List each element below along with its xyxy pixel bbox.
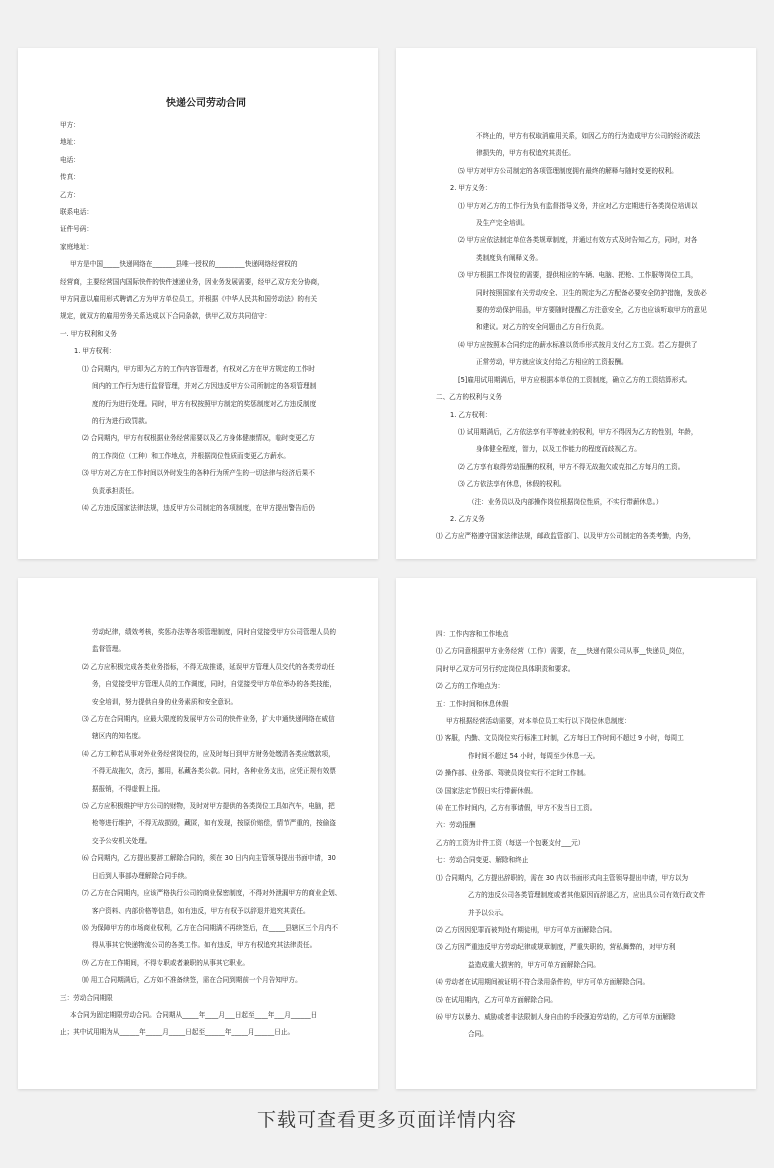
contract-text-line: ⑸ 在试用期内，乙方可单方面解除合同。 xyxy=(436,995,557,1004)
contract-text-line: 1. 甲方权利： xyxy=(74,347,116,356)
contract-text-line: ⑴ 乙方同意根据甲方业务经营（工作）需要，在___快递有限公司从事__快递员_岗位， xyxy=(436,647,689,656)
contract-text-line: ⑶ 乙方依法享有休息，休假的权利。 xyxy=(458,480,566,489)
contract-text-line: ⑹ 合同期内，乙方提出要辞工解除合同的，须在 30 日内向主管领导提出书面申请，30 xyxy=(82,854,336,863)
contract-text-line: 地址： xyxy=(60,138,80,147)
contract-text-line: 电话： xyxy=(60,155,80,164)
contract-text-line: 甲方： xyxy=(60,121,80,129)
contract-text-line: 和建议。对乙方的安全问题由乙方自行负责。 xyxy=(476,323,608,332)
contract-text-line: ⑵ 乙方因因犯罪而被判处有期徒刑，甲方可单方面解除合同。 xyxy=(436,925,617,934)
contract-text-line: ⑴ 合同期内，甲方即为乙方的工作内容管理者，有权对乙方在甲方规定的工作时 xyxy=(82,364,315,373)
contract-text-line: 五：工作时间和休息休假 xyxy=(436,699,509,708)
contract-text-line: 务，自觉接受甲方管理人员的工作调度，同时，自觉接受甲方单位举办的各类技能， xyxy=(92,680,336,689)
contract-text-line: 2. 甲方义务： xyxy=(450,184,492,193)
contract-text-line: ⑶ 乙方因严重违反甲方劳动纪律或规章制度，严重失职的，营私舞弊的，对甲方利 xyxy=(436,943,676,952)
contract-text-line: （注：业务员以及内部操作岗位根据岗位性质，不实行带薪休息。） xyxy=(468,497,663,506)
contract-text-line: 同时按照国家有关劳动安全、卫生的规定为乙方配备必要安全防护措施，发放必 xyxy=(476,288,707,297)
contract-text-line: ⑷ 在工作时间内，乙方有事请假，甲方不发当日工资。 xyxy=(436,804,597,813)
contract-text-line: 四：工作内容和工作地点 xyxy=(436,630,509,638)
contract-text-line: 规定，就双方的雇用劳务关系达成以下合同条款，供甲乙双方共同信守： xyxy=(60,312,271,321)
contract-text-line: 益造成重大损害的，甲方可单方面解除合同。 xyxy=(468,960,600,969)
contract-text-line: ⑷ 劳动者在试用期间被证明不符合录用条件的，甲方可单方面解除合同。 xyxy=(436,978,650,987)
contract-text-line: 据报销，不得虚假上报。 xyxy=(92,784,165,793)
contract-text-line: 交予公安机关处理。 xyxy=(92,836,152,845)
contract-text-line: 监督管理。 xyxy=(92,645,125,654)
contract-text-line: [5]雇用试用期满后，甲方应根据本单位的工资制度，确立乙方的工资结算形式。 xyxy=(458,375,692,384)
contract-text-line: 并予以公示。 xyxy=(468,908,508,917)
contract-text-line: ⑵ 乙方享有取得劳动报酬的权利，甲方不得无故拖欠或克扣乙方每月的工资。 xyxy=(458,462,685,471)
contract-text-line: ⑷ 乙方工种若从事对外业务经营岗位的，应及时每日到甲方财务处缴清各类应缴款项， xyxy=(82,749,335,758)
contract-text-line: 度的行为进行处理。同时，甲方有权按照甲方制定的奖惩制度对乙方违反制度 xyxy=(92,399,317,408)
contract-text-line: ⑻ 为保障甲方的市场商业权利，乙方在合同期满不再续签后，在_____县辖区三个月内不 xyxy=(82,923,338,932)
contract-text-line: 的工作岗位（工种）和工作地点，并根据岗位性质而变更乙方薪水。 xyxy=(92,451,290,460)
contract-text-line: 三：劳动合同期限 xyxy=(60,993,113,1002)
contract-text-line: 一. 甲方权利和义务 xyxy=(60,329,117,338)
contract-text-line: ⑷ 甲方应按照本合同约定的薪水标准以货币形式按月支付乙方工资。若乙方提供了 xyxy=(458,340,698,349)
contract-text-line: 劳动纪律，绩效考核，奖惩办法等各项管理制度，同时自觉接受甲方公司管理人员的 xyxy=(92,628,336,636)
document-page-1 xyxy=(18,48,378,559)
contract-text-line: 甲方是中国_____快递网络在_______县唯一授权的_________快递网络经营权的 xyxy=(70,260,298,269)
contract-text-line: 不终止的，甲方有权取消雇用关系，如因乙方的行为造成甲方公司的经济或法 xyxy=(476,132,701,140)
contract-text-line: 负责承担责任。 xyxy=(92,486,139,495)
contract-text-line: ⑶ 乙方在合同期内，应最大限度的发展甲方公司的快件业务，扩大申通快递网络在威信 xyxy=(82,715,335,724)
contract-text-line: 二、乙方的权利与义务 xyxy=(436,393,502,402)
document-page-4 xyxy=(396,578,756,1089)
contract-text-line: 作时间不超过 54 小时，每周至少休息一天。 xyxy=(468,751,600,760)
contract-text-line: 身体健全程度，智力，以及工作能力的程度而歧视乙方。 xyxy=(476,445,641,454)
contract-text-line: 间内的工作行为进行监督管理，并对乙方因违反甲方公司所制定的各项管理制 xyxy=(92,382,317,391)
contract-title: 快递公司劳动合同 xyxy=(166,98,246,109)
contract-text-line: 联系电话： xyxy=(60,208,93,217)
contract-text-line: ⑵ 乙方应积极完成各类业务指标，不得无故推诿，延误甲方管理人员交代的各类劳动任 xyxy=(82,662,335,671)
contract-text-line: 六：劳动报酬 xyxy=(436,821,476,830)
contract-text-line: 安全培训，努力提供自身的业务素质和安全意识。 xyxy=(92,697,238,706)
contract-text-line: 本合同为固定期限劳动合同。合同期从_____年____月___日起至____年___月______日 xyxy=(70,1010,318,1019)
contract-text-line: ⑴ 客服，内勤、文员岗位实行标准工时制，乙方每日工作时间不超过 9 小时，每周工 xyxy=(436,734,684,743)
contract-text-line: 甲方同意以雇用形式聘请乙方为甲方单位员工，并根据《中华人民共和国劳动法》的有关 xyxy=(60,295,318,304)
contract-text-line: ⑹ 甲方以暴力、威胁或者非法限制人身自由的手段强迫劳动的，乙方可单方面解除 xyxy=(436,1012,676,1021)
contract-text-line: ⑴ 乙方应严格遵守国家法律法规，邮政监管部门、以及甲方公司制定的各类考勤，内务， xyxy=(436,532,696,541)
contract-text-line: 经营商，主要经营国内国际快件的快件速递业务，因业务发展需要，经甲乙双方充分协商， xyxy=(60,277,324,286)
document-page-2 xyxy=(396,48,756,559)
contract-text-line: 1. 乙方权利： xyxy=(450,410,492,419)
contract-text-line: 传真： xyxy=(60,173,80,182)
contract-text-line: ⑷ 乙方违反国家法律法规，违反甲方公司制定的各项制度，在甲方提出警告后仍 xyxy=(82,503,315,512)
contract-text-line: ⑺ 乙方在合同期内，应该严格执行公司的商业保密制度，不得对外泄漏甲方的商业企划、 xyxy=(82,889,342,898)
contract-text-line: ⑴ 合同期内，乙方提出辞职的，需在 30 内以书面形式向主管领导提出申请，甲方以为 xyxy=(436,873,689,882)
contract-text-line: 日后到人事部办理解除合同手续。 xyxy=(92,871,191,880)
contract-text-line: 乙方的工资为计件工资（每送一个包裹支付___元） xyxy=(436,838,585,847)
contract-text-line: ⑸ 甲方对甲方公司制定的各项管理制度拥有最终的解释与随时变更的权利。 xyxy=(458,166,678,175)
contract-text-line: 得从事其它快递物流公司的各类工作。如有违反，甲方有权追究其法律责任。 xyxy=(92,941,317,950)
contract-text-line: 乙方的违反公司各类管理制度或者其他原因而辞退乙方，应出具公司有效行政文件 xyxy=(468,891,706,900)
contract-text-line: 辖区内的知名度。 xyxy=(92,732,145,741)
contract-text-line: 类制度负有阐释义务。 xyxy=(476,253,542,262)
contract-text-line: ⑵ 乙方的工作地点为： xyxy=(436,682,505,691)
contract-text-line: ⑵ 合同期内，甲方有权根据业务经营需要以及乙方身体健康情况，临时变更乙方 xyxy=(82,434,315,443)
contract-text-line: 正常劳动，甲方就应该支付给乙方相应的工资报酬。 xyxy=(476,358,628,367)
contract-text-line: 止；其中试用期为从______年_____月_____日起至______年_____月______日止。 xyxy=(60,1028,295,1037)
contract-text-line: 乙方： xyxy=(60,190,80,199)
contract-text-line: ⑴ 试用期满后，乙方依法享有平等就业的权利，甲方不得因为乙方的性别，年龄， xyxy=(458,427,698,436)
contract-text-line: 客户资料、内部价格等信息，如有违反，甲方有权予以辞退并追究其责任。 xyxy=(92,906,310,915)
contract-text-line: 的行为进行政罚款。 xyxy=(92,416,152,425)
contract-text-line: ⑵ 操作部、业务部、驾驶员岗位实行不定时工作制。 xyxy=(436,769,590,778)
contract-text-line: 律损失的，甲方有权追究其责任。 xyxy=(476,149,575,158)
download-hint-text: 下载可查看更多页面详情内容 xyxy=(256,1109,517,1131)
contract-text-line: 甲方根据经营活动需要，对本单位员工实行以下岗位休息制度： xyxy=(446,717,631,726)
contract-text-line: 不得无故拖欠，贪污，挪用，私藏各类公款。同时，各种业务支出，应凭正规有效票 xyxy=(92,767,336,776)
contract-text-line: 七：劳动合同变更、解除和终止 xyxy=(436,856,529,865)
contract-text-line: 2. 乙方义务 xyxy=(450,514,485,523)
contract-text-line: 要的劳动保护用品，甲方要随时提醒乙方注意安全，乙方也应该听取甲方的意见 xyxy=(476,306,707,315)
contract-text-line: ⑵ 甲方应依法制定单位各类规章制度，并通过有效方式及时告知乙方，同时，对各 xyxy=(458,236,698,245)
contract-text-line: ⑽ 用工合同期满后，乙方如不准备续签，需在合同到期前一个月告知甲方。 xyxy=(82,976,302,985)
contract-text-line: ⑼ 乙方在工作期间，不得专职或者兼职的从事其它职业。 xyxy=(82,958,249,967)
contract-text-line: ⑶ 国家法定节假日实行带薪休假。 xyxy=(436,786,538,795)
contract-text-line: 及生产完全培训。 xyxy=(476,219,529,228)
contract-text-line: ⑶ 甲方根据工作岗位的需要，提供相应的车辆、电脑、把枪、工作服等岗位工具， xyxy=(458,271,698,280)
contract-text-line: 证件号码： xyxy=(60,225,93,234)
contract-text-line: ⑸ 乙方应积极维护甲方公司的财物，及时对甲方提供的各类岗位工具如汽车，电脑，把 xyxy=(82,802,335,811)
contract-text-line: 家庭地址： xyxy=(60,242,93,251)
contract-text-line: ⑶ 甲方对乙方在工作时间以外时发生的各种行为所产生的一切法律与经济后果不 xyxy=(82,469,315,478)
contract-text-line: ⑴ 甲方对乙方的工作行为负有监督指导义务，并应对乙方定期进行各类岗位培训以 xyxy=(458,201,698,210)
contract-text-line: 枪等进行维护，不得无故损毁，藏匿，如有发现，按原价赔偿，情节严重的，按偷盗 xyxy=(92,819,336,828)
document-page-3 xyxy=(18,578,378,1089)
contract-text-line: 同时甲乙双方可另行约定岗位具体职责和要求。 xyxy=(436,664,575,673)
contract-text-line: 合同。 xyxy=(468,1030,488,1039)
